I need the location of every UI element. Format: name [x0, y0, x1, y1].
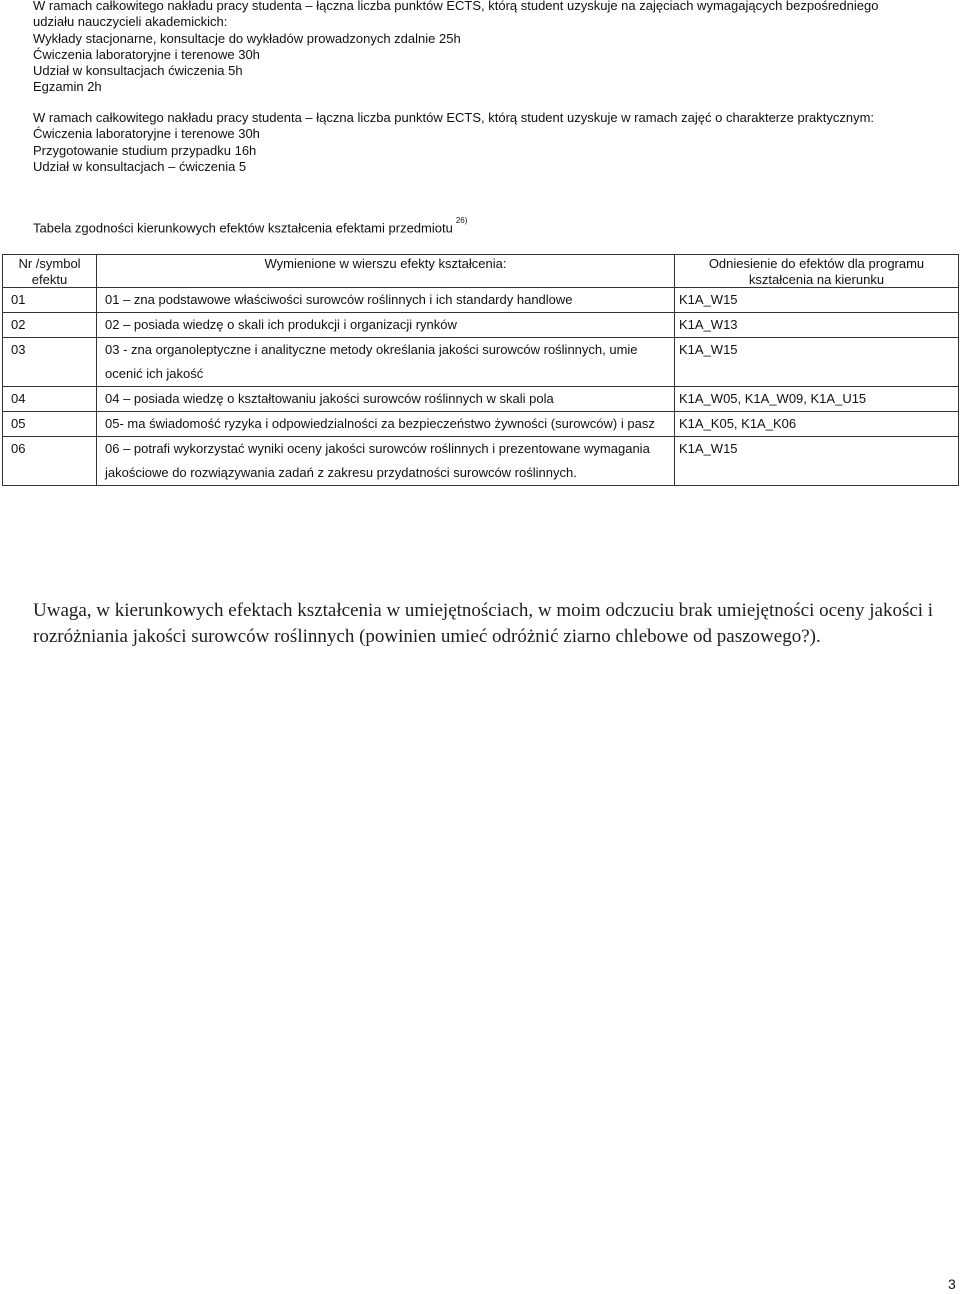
- page-number: 3: [948, 1276, 956, 1292]
- ects-practical-item: Udział w konsultacjach – ćwiczenia 5: [33, 158, 247, 174]
- table-row: [3, 338, 959, 387]
- table-header-row: [3, 255, 959, 288]
- footnote-marker: 26): [455, 216, 468, 225]
- ects-direct-section: [33, 0, 948, 96]
- row-effect: 02 – posiada wiedzę o skali ich produkcji i organizacji rynków: [97, 313, 675, 338]
- table-title: [33, 216, 468, 236]
- row-effect: 04 – posiada wiedzę o kształtowaniu jakości surowców roślinnych w skali pola: [97, 387, 675, 412]
- ects-direct-item: Egzamin 2h: [33, 79, 102, 95]
- row-reference: K1A_W13: [675, 313, 959, 338]
- table-row: [3, 313, 959, 338]
- row-effect: 06 – potrafi wykorzystać wyniki oceny jakości surowców roślinnych i prezentowane wymagania jakościowe do rozwiązywania zadań z zakresu przydatności surowców roślinnych.: [97, 437, 675, 486]
- reviewer-note: Uwaga, w kierunkowych efektach kształcenia w umiejętnościach, w moim odczuciu brak umiejętności oceny jakości i rozróżniania jakości surowców roślinnych (powinien umieć odróżnić ziarno chlebowe od paszowego?).: [33, 600, 934, 647]
- ects-direct-heading-line2: udziału nauczycieli akademickich:: [33, 14, 228, 30]
- row-nr: 01: [3, 288, 97, 313]
- row-nr: 04: [3, 387, 97, 412]
- header-reference: Odniesienie do efektów dla programu kształcenia na kierunku: [675, 255, 959, 288]
- table-title-text: Tabela zgodności kierunkowych efektów kształcenia efektami przedmiotu: [33, 220, 453, 236]
- row-effect: 05- ma świadomość ryzyka i odpowiedzialności za bezpieczeństwo żywności (surowców) i pasz: [97, 412, 675, 437]
- row-reference: K1A_K05, K1A_K06: [675, 412, 959, 437]
- header-effects: Wymienione w wierszu efekty kształcenia:: [97, 255, 675, 288]
- row-reference: K1A_W15: [675, 437, 959, 486]
- row-reference: K1A_W15: [675, 338, 959, 387]
- ects-practical-section: [33, 110, 948, 175]
- table-row: [3, 412, 959, 437]
- ects-practical-item: Ćwiczenia laboratoryjne i terenowe 30h: [33, 126, 260, 142]
- row-nr: 02: [3, 313, 97, 338]
- ects-direct-heading-line1: W ramach całkowitego nakładu pracy studenta – łączna liczba punktów ECTS, którą student uzyskuje na zajęciach wymagających bezpośredniego: [33, 0, 879, 13]
- header-nr: Nr /symbol efektu: [3, 255, 97, 288]
- row-nr: 05: [3, 412, 97, 437]
- ects-practical-heading: W ramach całkowitego nakładu pracy studenta – łączna liczba punktów ECTS, którą student uzyskuje w ramach zajęć o charakterze praktycznym:: [33, 110, 875, 125]
- ects-practical-item: Przygotowanie studium przypadku 16h: [33, 142, 257, 158]
- row-nr: 06: [3, 437, 97, 486]
- table-row: [3, 387, 959, 412]
- ects-direct-item: Udział w konsultacjach ćwiczenia 5h: [33, 63, 243, 79]
- row-reference: K1A_W05, K1A_W09, K1A_U15: [675, 387, 959, 412]
- row-effect: 03 - zna organoleptyczne i analityczne metody określania jakości surowców roślinnych, umie ocenić ich jakość: [97, 338, 675, 387]
- row-nr: 03: [3, 338, 97, 387]
- table-row: [3, 288, 959, 313]
- effects-table: [2, 254, 959, 486]
- row-reference: K1A_W15: [675, 288, 959, 313]
- table-row: [3, 437, 959, 486]
- ects-direct-item: Ćwiczenia laboratoryjne i terenowe 30h: [33, 46, 260, 62]
- row-effect: 01 – zna podstawowe właściwości surowców roślinnych i ich standardy handlowe: [97, 288, 675, 313]
- ects-direct-item: Wykłady stacjonarne, konsultacje do wykładów prowadzonych zdalnie 25h: [33, 30, 461, 46]
